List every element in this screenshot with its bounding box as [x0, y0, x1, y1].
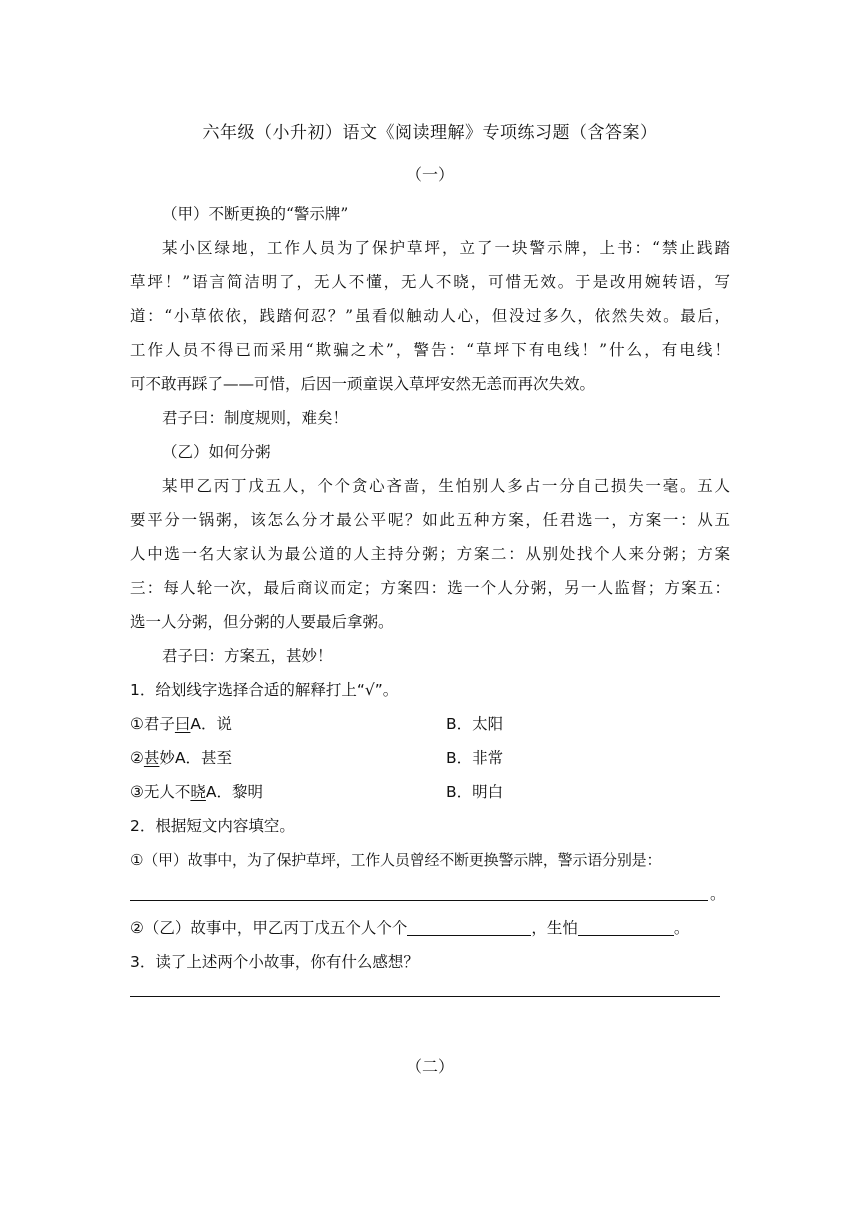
item-text: ，生怕	[531, 919, 578, 937]
story-b-line: 某甲乙丙丁戊五人，个个贪心吝啬，生怕别人多占一分自己损失一毫。五人	[162, 477, 730, 495]
story-a-line: 可不敢再踩了——可惜，后因一顽童误入草坪安然无恙而再次失效。	[130, 375, 596, 393]
story-a-heading: （甲）不断更换的“警示牌”	[162, 205, 349, 223]
story-a-line: 某小区绿地，工作人员为了保护草坪，立了一块警示牌，上书：“禁止践踏	[162, 239, 730, 257]
item-text: 。	[673, 919, 690, 937]
option-b[interactable]: B．太阳	[446, 715, 504, 733]
story-b-line: 选一人分粥，但分粥的人要最后拿粥。	[130, 613, 394, 631]
underlined-word: 曰	[174, 715, 191, 733]
option-b[interactable]: B．明白	[446, 783, 504, 801]
question-2-item-1: ①（甲）故事中，为了保护草坪，工作人员曾经不断更换警示牌，警示语分别是：	[130, 851, 662, 869]
question-1-item	[130, 714, 730, 734]
option-a[interactable]: A．甚至	[174, 749, 233, 767]
answer-blank-line[interactable]	[130, 900, 708, 901]
item-text: ②（乙）故事中，甲乙丙丁戊五个人个个	[130, 919, 408, 937]
question-2-item-2	[130, 918, 730, 938]
answer-blank[interactable]	[578, 919, 674, 936]
question-3-prompt: 3．读了上述两个小故事，你有什么感想？	[130, 953, 419, 971]
story-a-moral: 君子曰：制度规则，难矣！	[162, 409, 349, 427]
question-1-item	[130, 748, 730, 768]
underlined-word: 晓	[190, 783, 206, 801]
item-prefix: ③无人不	[130, 783, 191, 801]
answer-blank-line[interactable]	[130, 996, 720, 997]
item-suffix: 妙	[159, 749, 175, 767]
section-heading-1: （一）	[405, 165, 454, 184]
story-b-line: 人中选一名大家认为最公道的人主持分粥；方案二：从别处找个人来分粥；方案	[130, 545, 730, 563]
question-2-prompt: 2．根据短文内容填空。	[130, 817, 295, 835]
question-1-prompt: 1．给划线字选择合适的解释打上“√”。	[130, 681, 399, 699]
story-b-line: 三：每人轮一次，最后商议而定；方案四：选一个人分粥，另一人监督；方案五：	[130, 579, 730, 597]
story-a-line: 草坪！”语言简洁明了，无人不懂，无人不晓，可惜无效。于是改用婉转语，写	[130, 273, 730, 291]
story-a-line: 工作人员不得已而采用“欺骗之术”，警告：“草坪下有电线！”什么，有电线！	[130, 341, 730, 359]
option-a[interactable]: A．黎明	[205, 783, 264, 801]
question-1-item	[130, 782, 730, 802]
story-b-line: 要平分一锅粥，该怎么分才最公平呢？如此五种方案，任君选一，方案一：从五	[130, 511, 730, 529]
item-prefix: ②	[130, 749, 144, 767]
option-b[interactable]: B．非常	[446, 749, 504, 767]
item-prefix: ①君子	[130, 715, 175, 733]
underlined-word: 甚	[143, 749, 160, 767]
story-b-moral: 君子曰：方案五，甚妙！	[162, 647, 333, 665]
answer-blank[interactable]	[407, 919, 531, 936]
section-heading-2: （二）	[405, 1057, 454, 1076]
line-end-punctuation: 。	[710, 885, 726, 903]
page-title: 六年级（小升初）语文《阅读理解》专项练习题（含答案）	[202, 123, 658, 143]
option-a[interactable]: A．说	[190, 715, 233, 733]
story-a-line: 道：“小草依依，践踏何忍？”虽看似触动人心，但没过多久，依然失效。最后，	[130, 307, 730, 325]
story-b-heading: （乙）如何分粥	[162, 443, 271, 461]
